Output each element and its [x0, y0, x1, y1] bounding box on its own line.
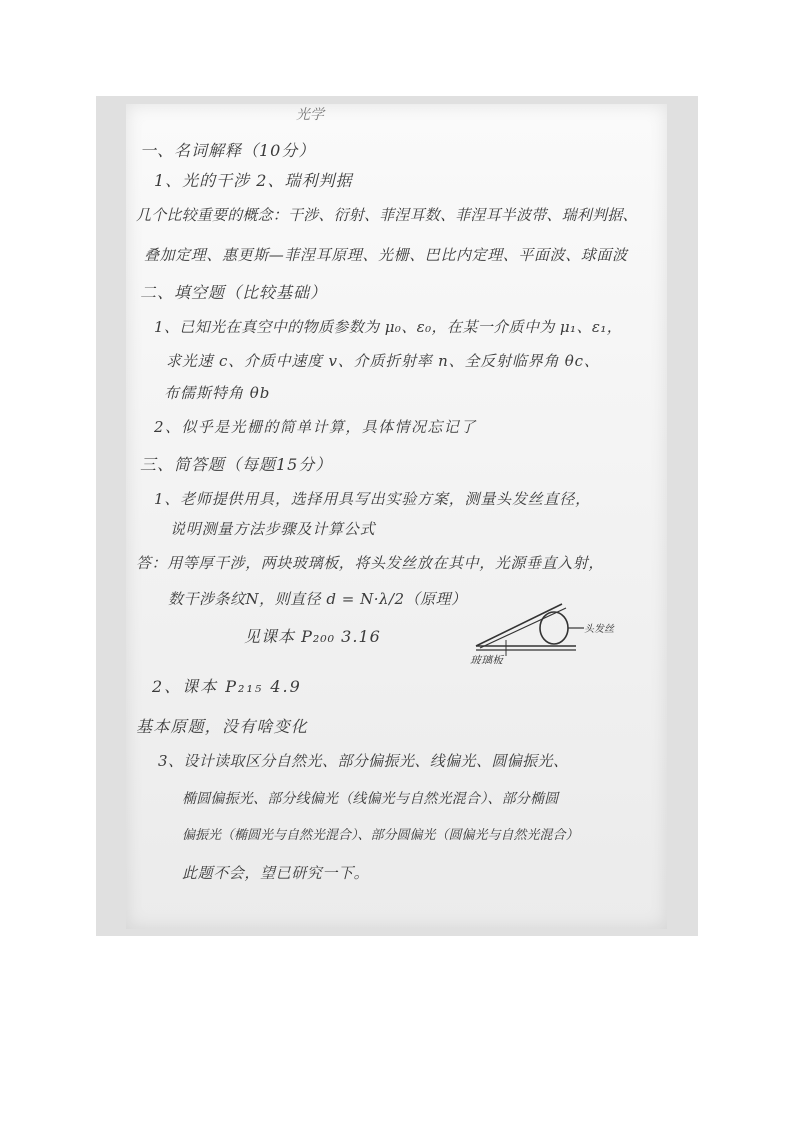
- question-line: 1、已知光在真空中的物质参数为 μ₀、ε₀，在某一介质中为 μ₁、ε₁，: [154, 318, 623, 336]
- question-line: 2、课本 P₂₁₅ 4.9: [152, 677, 302, 696]
- hair-strand-circle: [540, 612, 568, 644]
- question-line: 偏振光（椭圆光与自然光混合）、部分圆偏光（圆偏光与自然光混合）: [182, 828, 579, 843]
- header-fragment: 光学: [296, 107, 324, 123]
- note-line: 几个比较重要的概念：干涉、衍射、菲涅耳数、菲涅耳半波带、瑞利判据、: [136, 206, 638, 224]
- question-line: 2、似乎是光栅的简单计算，具体情况忘记了: [154, 418, 477, 436]
- plate-label: 玻璃板: [470, 654, 503, 664]
- question-line: 说明测量方法步骤及计算公式: [170, 520, 376, 538]
- question-line: 椭圆偏振光、部分线偏光（线偏光与自然光混合）、部分椭圆: [182, 791, 559, 807]
- top-glass-plate: [476, 604, 562, 646]
- question-line: 布儒斯特角 θb: [164, 384, 271, 402]
- handwritten-exam-page: [126, 104, 667, 929]
- top-glass-plate-edge: [480, 608, 566, 648]
- question-line: 求光速 c、介质中速度 v、介质折射率 n、全反射临界角 θc、: [166, 352, 600, 370]
- note-line: 叠加定理、惠更斯—菲涅耳原理、光栅、巴比内定理、平面波、球面波: [144, 246, 628, 264]
- section-heading-fill-blank: 二、填空题（比较基础）: [140, 283, 328, 302]
- photo-frame: [96, 96, 698, 936]
- answer-line: 此题不会，望已研究一下。: [182, 864, 370, 882]
- thin-film-wedge-diagram: [466, 584, 616, 664]
- answer-line: 见课本 P₂₀₀ 3.16: [244, 627, 381, 646]
- question-line: 3、设计读取区分自然光、部分偏振光、线偏光、圆偏振光、: [158, 752, 569, 770]
- question-line: 1、老师提供用具，选择用具写出实验方案，测量头发丝直径，: [154, 490, 591, 508]
- hair-label: 头发丝: [584, 624, 614, 635]
- question-line: 1、光的干涉 2、瑞利判据: [154, 171, 353, 190]
- answer-line: 答：用等厚干涉，两块玻璃板，将头发丝放在其中，光源垂直入射，: [136, 554, 605, 572]
- section-heading-terms: 一、名词解释（10分）: [140, 141, 316, 160]
- answer-line: 数干涉条纹N，则直径 d = N·λ/2（原理）: [168, 590, 467, 608]
- section-heading-short-answer: 三、简答题（每题15分）: [140, 455, 333, 474]
- answer-line: 基本原题，没有啥变化: [136, 717, 309, 736]
